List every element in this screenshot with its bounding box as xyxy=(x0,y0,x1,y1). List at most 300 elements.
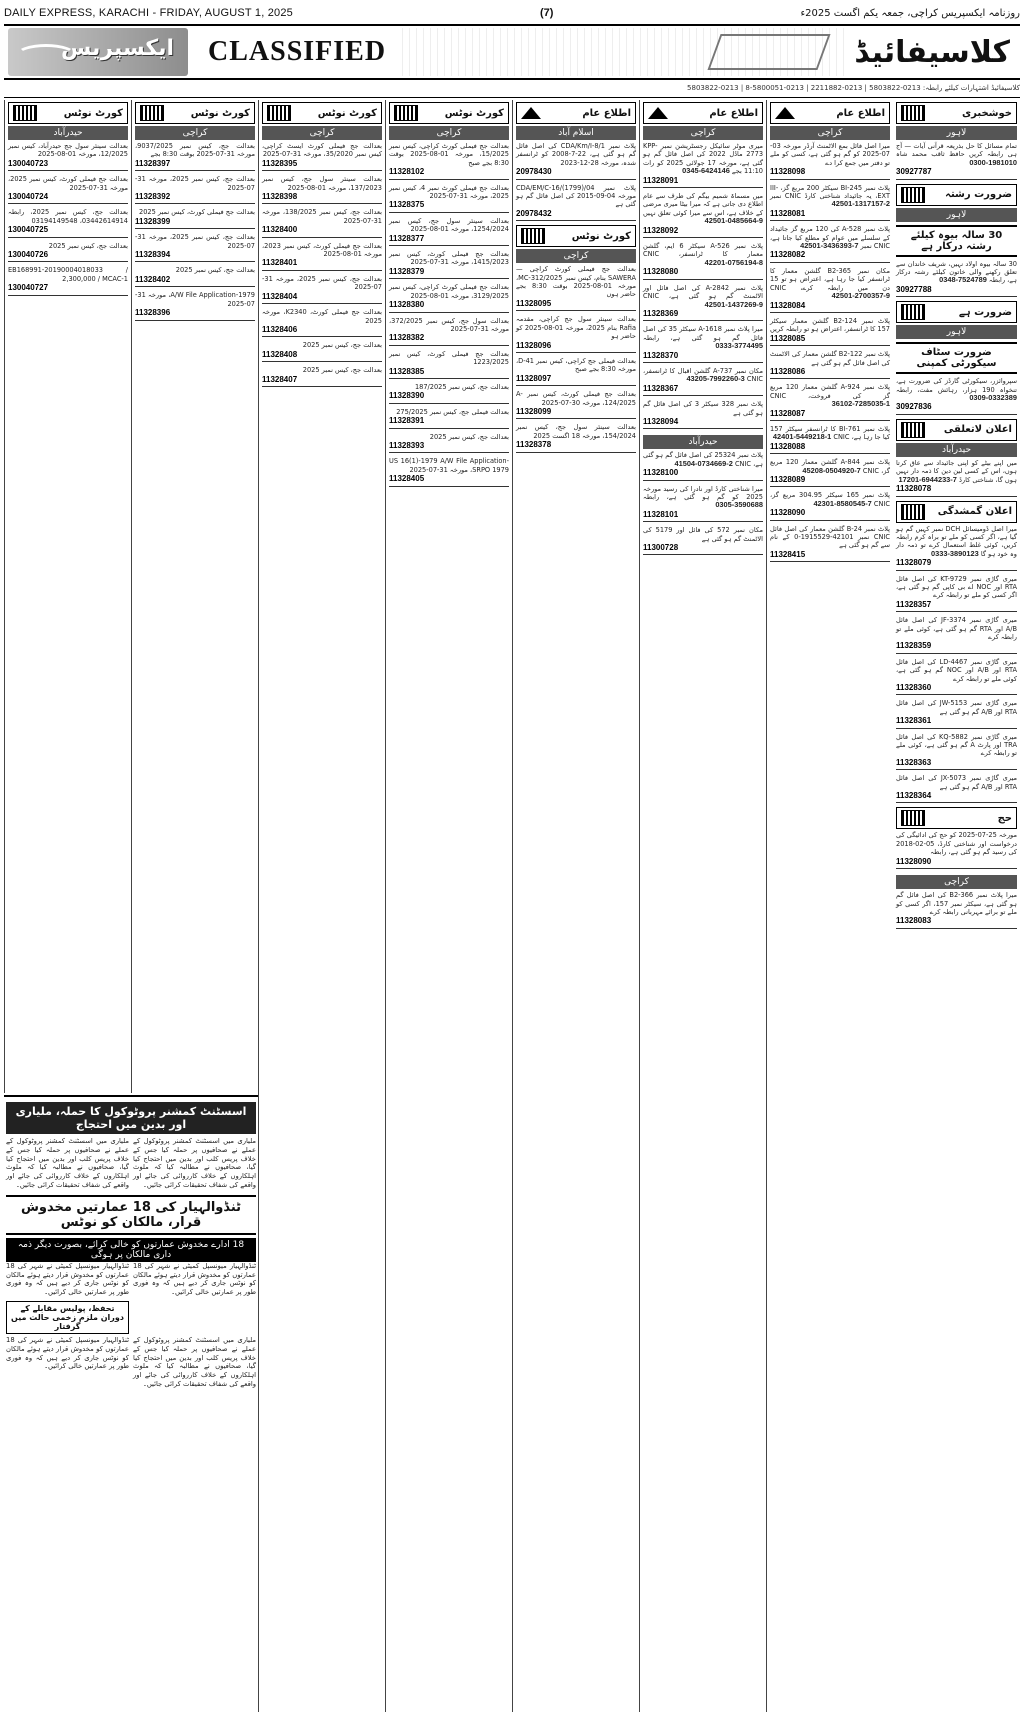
ad-text: پلاٹ نمبر A-2842 کی اصل فائل اور الاٹمنٹ گم ہو گئی ہے، CNIC xyxy=(643,283,763,301)
classified-ad xyxy=(262,366,382,391)
ad-text: بعدالت جج فیملی کورٹ، کیس نمبر 1415/2023، مورخہ 31-07-2025 xyxy=(389,250,509,267)
ad-text: بعدالت سینئر سول جج، کیس نمبر 154/2024، مورخہ 18 اگست 2025 xyxy=(516,423,636,440)
classified-ad xyxy=(8,175,128,208)
section-header-label: اطلاع عام xyxy=(836,107,885,119)
house-icon xyxy=(648,107,668,119)
ad-reference-number: 11328399 xyxy=(135,217,255,229)
classified-column-1 xyxy=(893,100,1020,1712)
ad-text: بعدالت جج، کیس نمبر 9037/2025، مورخہ 31-07-2025 بوقت 8:30 بجے xyxy=(135,142,255,159)
section-header-label: خوشخبری xyxy=(962,107,1012,119)
ad-text: میرا اصل ڈومیسائل DCH نمبر کہیں گم ہو گیا ہے، اگر کسی کو ملے تو براہ کرم رابطہ کریں، کوئی غلط استعمال کرے تو ذمہ دار وہ خود ہو گا xyxy=(896,524,1017,558)
classified-ad xyxy=(643,242,763,284)
ad-reference-number: 11328098 xyxy=(770,167,890,179)
courthouse-icon xyxy=(267,105,291,121)
ad-text: میری گاڑی نمبر JX-5073 کی اصل فائل RTA اور A/B گم ہو گئی ہے xyxy=(896,774,1017,791)
ad-phone: 42501-0485664-9 xyxy=(704,216,763,226)
classified-ad xyxy=(770,142,890,184)
ad-reference-number: 11328080 xyxy=(643,267,763,279)
ad-phone: 42201-0756194-8 xyxy=(704,257,763,267)
masthead-illustration-icon xyxy=(708,34,831,70)
ad-reference-number: 130040725 xyxy=(8,225,128,237)
ad-reference-number: 11328364 xyxy=(896,791,1017,803)
ad-text: بعدالت سینئر سول جج، کیس نمبر 137/2023، مورخہ 01-08-2025 xyxy=(262,175,382,192)
masthead-art xyxy=(396,28,844,76)
classified-ad xyxy=(135,233,255,266)
ad-phone: 45208-0504920-7 xyxy=(802,465,861,475)
ad-reference-number: 11328081 xyxy=(770,209,890,221)
ad-reference-number: 11328379 xyxy=(389,267,509,279)
ad-text: بعدالت فیملی جج کراچی، کیس نمبر D-41، مورخہ 8:30 بجے صبح xyxy=(516,356,636,374)
ad-text: پلاٹ نمبر A-844 گلشن معمار 120 مربع گز، CNIC xyxy=(770,458,890,475)
ad-text: پلاٹ نمبر A-526 سیکٹر 6 ایم، گلشن معمار کا ٹرانسفر، CNIC xyxy=(643,242,763,259)
classified-column-4 xyxy=(512,100,639,1712)
section-header-label: کورٹ نوٹس xyxy=(571,230,631,242)
city-tag: کراچی xyxy=(389,126,509,140)
classified-ad xyxy=(770,267,890,317)
classified-ad xyxy=(389,283,509,316)
house-icon xyxy=(775,107,795,119)
ad-phone: 0309-0332389 xyxy=(969,393,1017,403)
ad-reference-number: 11328398 xyxy=(262,192,382,204)
ad-phone: 0300-1981010 xyxy=(969,157,1017,167)
ad-text: پلاٹ نمبر B-24 گلشن معمار کی اصل فائل CNIC نمبر 42101-1915529-0 کے نام سے گم ہو گئی ہے xyxy=(770,524,890,550)
spread-sub-2: 18 ادارے مخدوش عمارتوں کو خالی کرائے، بصورت دیگر ذمہ داری مالکان پر ہوگی xyxy=(6,1238,256,1262)
ad-reference-number: 11300728 xyxy=(643,543,763,555)
ad-reference-number: 11328360 xyxy=(896,683,1017,695)
courthouse-icon xyxy=(901,810,925,826)
city-tag: لاہور xyxy=(896,126,1017,140)
section-header xyxy=(770,102,890,124)
section-header-label: اعلان گمشدگی xyxy=(937,506,1012,517)
ad-reference-number: 11328084 xyxy=(770,301,890,313)
ad-text: میں مسماۃ شمیم بیگم کی طرف سے عام اطلاع دی جاتی ہے کہ میرا بیٹا میری مرضی کے خلاف ہے، اس سے میرا کوئی تعلق نہیں xyxy=(643,192,763,217)
classified-ad xyxy=(643,485,763,527)
ad-reference-number: 11328397 xyxy=(135,159,255,171)
ad-reference-number: 11328087 xyxy=(770,409,890,421)
ad-text: بعدالت جج، کیس نمبر 2025 xyxy=(48,241,128,250)
ad-reference-number: 11328391 xyxy=(389,416,509,428)
classified-ad xyxy=(643,451,763,484)
spread-body-1-col-b: ملیاری میں اسسٹنٹ کمشنر پروٹوکول کے عملے نے صحافیوں پر حملہ کیا جس کے خلاف پریس کلب اور بدین میں احتجاج کیا گیا، صحافیوں نے مطالبہ کیا کہ ملوث اہلکاروں کے خلاف کارروائی کی جائے اور واقعے کی شفاف تحقیقات کرائی جائیں۔ xyxy=(6,1137,129,1189)
classified-ad xyxy=(389,250,509,283)
classified-ad xyxy=(516,315,636,357)
ad-reference-number: 11328380 xyxy=(389,300,509,312)
ad-text: 30 سالہ بیوہ اولاد نہیں، شریف خاندان سے تعلق رکھنے والی خاتون کیلئے رشتہ درکار ہے، رابطہ xyxy=(896,259,1017,285)
ad-reference-number: 11328086 xyxy=(770,367,890,379)
ad-reference-number: 11328400 xyxy=(262,225,382,237)
ad-reference-number: 11328357 xyxy=(896,600,1017,612)
ad-reference-number: 130040724 xyxy=(8,192,128,204)
section-header xyxy=(135,102,255,124)
ad-reference-number: 11328393 xyxy=(389,441,509,453)
classified-ad xyxy=(896,616,1017,658)
classified-ad xyxy=(643,526,763,559)
ad-text: بعدالت جج فیملی کورٹ کراچی، کیس نمبر 3129/2025، مورخہ 01-08-2025 xyxy=(389,283,509,300)
ad-text: US 16(1)-1979 A/W File Application-SRPO 1979، مورخہ 31-07-2025 xyxy=(389,457,509,474)
classified-ad xyxy=(896,575,1017,617)
ad-text: بعدالت جج فیملی کورٹ کراچی، کیس نمبر 15/2025، مورخہ 01-08-2025 بوقت 8:30 بجے صبح xyxy=(389,142,509,167)
section-header xyxy=(896,807,1017,829)
classified-ad xyxy=(389,317,509,350)
ad-phone: 0333-3890123 xyxy=(931,548,979,558)
ad-reference-number: 11328396 xyxy=(135,308,255,320)
ad-text: بعدالت جج، کیس نمبر 187/2025 xyxy=(414,382,509,391)
classified-ad xyxy=(8,266,128,299)
section-header xyxy=(896,184,1017,206)
city-tag: حیدرآباد xyxy=(643,435,763,449)
classified-ad xyxy=(389,350,509,383)
ad-reference-number: 11328092 xyxy=(643,226,763,238)
classified-ad xyxy=(262,308,382,341)
ad-text: میں اپنے بیٹے کو اپنی جائیداد سے عاق کرتا ہوں، اس کے کسی لین دین کا ذمہ دار نہیں ہوں گا، شناختی کارڈ xyxy=(896,458,1017,484)
ad-phone: 41504-0734669-2 xyxy=(674,458,733,468)
section-header-label: ضرورت رشتہ xyxy=(945,189,1012,201)
classified-ad xyxy=(516,390,636,423)
ad-text: پلاٹ نمبر 328 سیکٹر 3 کی اصل فائل گم ہو گئی ہے xyxy=(643,400,763,417)
ad-reference-number: 11328406 xyxy=(262,325,382,337)
classified-ad xyxy=(770,225,890,267)
ad-reference-number: 20978432 xyxy=(516,209,636,221)
classified-ad xyxy=(389,383,509,408)
ad-text: مکان نمبر B2-365 گلشن معمار کا ٹرانسفر کیا جا رہا ہے، اعتراض ہو تو 15 دن میں رابطہ کرے، CNIC xyxy=(770,266,890,292)
ad-text: بعدالت جج، کیس نمبر 138/2025، مورخہ 31-07-2025 xyxy=(262,208,382,225)
ad-text: تمام مسائل کا حل بذریعہ قرآنی آیات — آج ہی رابطہ کریں حافظ ثاقب محمد شاہ xyxy=(896,142,1017,159)
section-header xyxy=(643,102,763,124)
ad-reference-number: 11328385 xyxy=(389,367,509,379)
classified-ad xyxy=(770,383,890,425)
ad-text: بعدالت جج، کیس نمبر 2025 xyxy=(429,432,509,441)
classified-ad xyxy=(389,184,509,217)
classified-ad xyxy=(389,142,509,184)
ad-reference-number: 11328382 xyxy=(389,333,509,345)
ad-reference-number: 11328095 xyxy=(516,299,636,311)
ad-text: بعدالت جج، کیس نمبر 2025 xyxy=(175,266,255,275)
courthouse-icon xyxy=(901,504,925,520)
classified-ad xyxy=(643,142,763,192)
spread-body-3 xyxy=(6,1336,256,1391)
ad-phone: 17201-6944233-7 xyxy=(898,474,957,484)
classified-ad xyxy=(896,774,1017,807)
ad-phone: 42401-5449218-1 xyxy=(772,432,832,442)
section-header xyxy=(896,301,1017,323)
ad-reference-number: 11328101 xyxy=(643,510,763,522)
ad-text: بعدالت جج فیملی کورٹ ایسٹ کراچی، کیس نمبر 35/2020، مورخہ 31-07-2025 xyxy=(262,142,382,159)
classified-ad xyxy=(896,260,1017,302)
classified-ad xyxy=(770,458,890,491)
ad-phone: 42301-8580545-7 xyxy=(813,498,872,508)
ad-reference-number: 11328088 xyxy=(770,442,890,454)
courthouse-icon xyxy=(521,228,545,244)
ad-reference-number: 11328079 xyxy=(896,558,1017,570)
section-header-label: کورٹ نوٹس xyxy=(63,107,123,119)
ad-reference-number: 11328096 xyxy=(516,341,636,353)
section-header xyxy=(896,419,1017,441)
classified-ad xyxy=(262,142,382,175)
ad-reference-number: 11328094 xyxy=(643,417,763,429)
ad-text: میری گاڑی نمبر LD-4467 کی اصل فائل RTA اور A/B اور NOC گم ہو گئی ہے، کوئی ملے تو رابطہ کرے xyxy=(896,657,1017,683)
classified-ad xyxy=(135,208,255,233)
classified-ad xyxy=(896,525,1017,575)
ad-text: میرا اصل فائل بمع الاٹمنٹ آرڈر مورخہ 03-07-2025 کو گم ہو گئی ہے، کسی کو ملے تو دفتر میں جمع کرا دے xyxy=(770,142,890,167)
classified-title-en: CLASSIFIED xyxy=(208,36,387,67)
ad-reference-number: 11328361 xyxy=(896,716,1017,728)
section-header-label: کورٹ نوٹس xyxy=(317,107,377,119)
ad-text: پلاٹ نمبر CDA/Km/I-8/1 کی اصل فائل گم ہو گئی ہے، 22-7-2008 کو ٹرانسفر شدہ، مورخہ 28-12-2023 xyxy=(516,142,636,167)
ad-text: پلاٹ نمبر CDA/EM/C-16/(1799)/04 مورخہ 04-09-2015 کی اصل فائل گم ہو گئی ہے xyxy=(516,183,636,209)
city-tag: کراچی xyxy=(262,126,382,140)
courthouse-icon xyxy=(901,187,925,203)
page-number: (7) xyxy=(540,7,554,19)
classified-column-7 xyxy=(131,100,258,1093)
section-header-label: ضرورت ہے xyxy=(958,306,1012,318)
ad-text: مکان نمبر A-737 گلشن اقبال کا ٹرانسفر، CNIC xyxy=(643,366,764,384)
ad-reference-number: 11328100 xyxy=(643,468,763,480)
ad-reference-number: 11328367 xyxy=(643,384,763,396)
ad-text: مورخہ 25-07-2025 کو حج کی ادائیگی کی درخواست اور شناختی کارڈ، 05-02-2018 کی رسید گم ہو گئی ہے، رابطہ xyxy=(896,831,1017,857)
ad-reference-number: 30927788 xyxy=(896,285,1017,297)
city-tag: اسلام آباد xyxy=(516,126,636,140)
ad-reference-number: 11328083 xyxy=(896,916,1017,928)
ad-text: A/W File Application-1979، مورخہ 31-07-2025 xyxy=(135,291,255,308)
classified-ad xyxy=(896,699,1017,732)
courthouse-icon xyxy=(13,105,37,121)
classified-column-3 xyxy=(639,100,766,1712)
ad-text: بعدالت جج، کیس نمبر 2025، مورخہ 31-07-2025 xyxy=(135,233,255,250)
ad-reference-number: 11328375 xyxy=(389,200,509,212)
classified-ad xyxy=(643,367,763,400)
section-header xyxy=(896,102,1017,124)
section-header-label: حج xyxy=(997,812,1012,824)
classified-ad xyxy=(770,317,890,350)
city-tag: لاہور xyxy=(896,325,1017,339)
classified-column-8 xyxy=(4,100,131,1093)
classified-ad xyxy=(643,400,763,433)
ad-reference-number: 11328402 xyxy=(135,275,255,287)
classified-ad xyxy=(516,423,636,456)
ad-reference-number: 11328370 xyxy=(643,351,763,363)
classified-ad xyxy=(262,341,382,366)
ad-phone: 36102-7285035-1 xyxy=(831,399,890,409)
ad-phone: 0345-6424146 xyxy=(682,166,730,176)
ad-reference-number: 11328369 xyxy=(643,309,763,321)
ad-phone: 0305-3590688 xyxy=(715,500,763,510)
classified-ad xyxy=(896,459,1017,501)
ad-text: بعدالت جج، کیس نمبر 2025 xyxy=(302,341,382,350)
classified-ad xyxy=(8,242,128,267)
classified-ad xyxy=(135,175,255,208)
ad-text: پلاٹ نمبر BI-245 سیکٹر 200 مربع گز، III-EXT، یہ جائیداد شناختی کارڈ CNIC نمبر xyxy=(770,183,890,201)
ad-reference-number: 11328099 xyxy=(516,407,636,419)
classified-ad xyxy=(770,525,890,567)
section-header xyxy=(8,102,128,124)
section-header-label: اعلان لاتعلقی xyxy=(943,424,1012,436)
ad-text: میری موٹر سائیکل رجسٹریشن نمبر KPP-2773 ماڈل 2022 کی اصل فائل گم ہو گئی ہے، مورخہ 17 جولائی 2025 کو رات 11:10 بجے xyxy=(643,142,764,176)
section-header xyxy=(516,225,636,247)
city-tag: حیدرآباد xyxy=(896,443,1017,457)
ad-text: بعدالت جج فیملی کورٹ نمبر 4، کیس نمبر 2025، مورخہ 31-07-2025 xyxy=(389,183,509,201)
ad-reference-number: 30927836 xyxy=(896,402,1017,414)
section-header xyxy=(896,501,1017,523)
ad-reference-number: 11328097 xyxy=(516,374,636,386)
classified-ad xyxy=(262,175,382,208)
ad-text: پلاٹ نمبر B2-124 گلشن معمار سیکٹر 157 کا ٹرانسفر، اعتراض ہو تو رابطہ کریں xyxy=(769,316,890,334)
classified-ad xyxy=(896,831,1017,873)
ad-text: بعدالت جج فیملی کورٹ، کیس نمبر A-124/2025، مورخہ 30-07-2025 xyxy=(516,390,636,407)
spread-body-2-col: ٹنڈوالہیار میونسپل کمیٹی نے شہر کی 18 عمارتوں کو مخدوش قرار دیتے ہوئے مالکان کو نوٹس جاری کر دیے ہیں کہ وہ فوری طور پر عمارتیں خالی کرائیں۔ xyxy=(133,1261,256,1297)
ad-text: پلاٹ نمبر 165 سیکٹر 304.95 مربع گز، CNIC xyxy=(770,491,890,508)
spread-body-2 xyxy=(6,1262,256,1336)
classified-ad xyxy=(516,184,636,226)
classified-ad xyxy=(8,208,128,241)
ad-text: سپروائزر، سیکورٹی گارڈز کی ضرورت ہے، تنخواہ 190 ہزار، رہائش مفت، رابطہ xyxy=(896,377,1017,394)
ad-text: میرا شناختی کارڈ اور نادرا کی رسید مورخہ 2025 کو گم ہو گئی ہے، رابطہ xyxy=(643,484,763,501)
ad-text: بعدالت جج، کیس نمبر 2025 xyxy=(302,366,382,375)
ad-text: بعدالت سینئر سول جج، کیس نمبر 1254/2024، مورخہ 01-08-2025 xyxy=(389,216,509,234)
section-header-label: اطلاع عام xyxy=(709,107,758,119)
city-tag: کراچی xyxy=(770,126,890,140)
classified-ad xyxy=(643,284,763,326)
spread-box-note: تحفظ، پولیس مقابلے کے دوران ملزم زخمی حالت میں گرفتار xyxy=(6,1301,129,1334)
city-tag: کراچی xyxy=(135,126,255,140)
ad-reference-number: 11328378 xyxy=(516,440,636,452)
ad-reference-number: 11328415 xyxy=(770,550,890,562)
ad-phone: 0348-7524789 xyxy=(939,275,987,285)
ad-text: بعدالت جج فیملی کورٹ، K2340، مورخہ 2025 xyxy=(262,308,382,325)
logo-text: ایکسپریس xyxy=(60,36,174,61)
ad-reference-number: 11328405 xyxy=(389,474,509,486)
ad-phone: 42501-2700357-9 xyxy=(831,291,890,301)
classified-ad xyxy=(389,433,509,458)
section-header-label: کورٹ نوٹس xyxy=(444,107,504,119)
classified-ad xyxy=(135,142,255,175)
classified-ad xyxy=(896,733,1017,775)
classified-title-ur: کلاسیفائیڈ xyxy=(854,34,1010,70)
ad-text: میرا پلاٹ نمبر B2-366 کی اصل فائل گم ہو گئی ہے، سیکٹر نمبر 157، اگر کسی کو ملے تو برائے مہربانی رابطہ کرے xyxy=(896,891,1018,916)
ad-text: مکان نمبر 572 کی فائل اور 5179 کی الاٹمنٹ گم ہو گئی ہے xyxy=(643,526,764,543)
city-tag: لاہور xyxy=(896,208,1017,222)
classified-ad xyxy=(516,142,636,184)
news-spread xyxy=(4,1095,258,1700)
classified-ad xyxy=(135,266,255,291)
ad-reference-number: 11328408 xyxy=(262,350,382,362)
classified-ad xyxy=(135,291,255,324)
section-header xyxy=(389,102,509,124)
classified-ad xyxy=(643,325,763,367)
classified-ad xyxy=(896,142,1017,184)
ad-text: بعدالت سینئر سول جج کراچی، مقدمہ Rafia بنام 2025، مورخہ 01-08-2025 کو حاضر ہو xyxy=(516,315,636,341)
express-logo xyxy=(8,28,188,76)
classified-column-5 xyxy=(385,100,512,1712)
classified-ad xyxy=(896,377,1017,419)
courthouse-icon xyxy=(140,105,164,121)
top-line xyxy=(4,4,1020,22)
courthouse-icon xyxy=(901,422,925,438)
ad-reference-number: 11328390 xyxy=(389,391,509,403)
classified-ad xyxy=(389,408,509,433)
spread-body-1-col: ملیاری میں اسسٹنٹ کمشنر پروٹوکول کے عملے نے صحافیوں پر حملہ کیا جس کے خلاف پریس کلب اور بدین میں احتجاج کیا گیا، صحافیوں نے مطالبہ کیا کہ ملوث اہلکاروں کے خلاف کارروائی کی جائے اور واقعے کی شفاف تحقیقات کرائی جائیں۔ xyxy=(133,1137,256,1189)
classified-ad xyxy=(770,491,890,524)
spread-headline-1: اسسٹنٹ کمشنر پروٹوکول کا حملہ، ملیاری اور بدین میں احتجاج xyxy=(6,1102,256,1134)
masthead xyxy=(4,24,1020,80)
courthouse-icon xyxy=(901,304,925,320)
ad-text: بعدالت فیملی جج، کیس نمبر 275/2025 xyxy=(396,407,509,416)
ad-reference-number: 11328394 xyxy=(135,250,255,262)
spread-headline-2: ٹنڈوالہیار کی 18 عمارتیں مخدوش قرار، مالکان کو نوٹس xyxy=(6,1195,256,1235)
ad-reference-number: 11328082 xyxy=(770,250,890,262)
classified-ad xyxy=(262,208,382,241)
ad-text: بعدالت جج فیملی کورٹ، کیس نمبر 1223/2025 xyxy=(389,349,509,367)
ad-text: پلاٹ نمبر A-528 کی 120 مربع گز جائیداد کے سلسلے میں عوام کو مطلع کیا جاتا ہے، CNIC نمبر xyxy=(770,225,890,251)
ad-reference-number: 130040723 xyxy=(8,159,128,171)
city-tag: حیدرآباد xyxy=(8,126,128,140)
ad-reference-number: 30927787 xyxy=(896,167,1017,179)
spread-body-1 xyxy=(6,1137,256,1192)
ad-text: میری گاڑی نمبر JF-3374 کی اصل فائل A/B اور RTA گم ہو گئی ہے، کوئی ملے تو رابطہ کرے xyxy=(896,616,1017,641)
ad-text: میری گاڑی نمبر KQ-5882 کی اصل فائل TRA اور پارٹ A گم ہو گئی ہے، کوئی ملے تو رابطہ کرے xyxy=(896,732,1018,758)
ad-reference-number: 11328392 xyxy=(135,192,255,204)
ad-reference-number: 11328363 xyxy=(896,758,1017,770)
ad-reference-number: 11328404 xyxy=(262,292,382,304)
classified-ad xyxy=(896,658,1017,700)
classified-ad xyxy=(770,350,890,383)
classified-column-2 xyxy=(766,100,893,1712)
ad-text: میری گاڑی نمبر KT-9729 کی اصل فائل RTA اور NOC اے بی کاپی گم ہو گئی ہے، اگر کسی کو ملے تو رابطہ کرے xyxy=(896,574,1017,600)
spread-body-2-col-b: ٹنڈوالہیار میونسپل کمیٹی نے شہر کی 18 عمارتوں کو مخدوش قرار دیتے ہوئے مالکان کو نوٹس جاری کر دیے ہیں کہ وہ فوری طور پر عمارتیں خالی کرائیں۔ xyxy=(6,1261,129,1297)
ad-reference-number: 130040726 xyxy=(8,250,128,262)
ad-text: پلاٹ نمبر B2-122 گلشن معمار کی الاٹمنٹ کی اصل فائل گم ہو گئی ہے xyxy=(770,350,890,367)
ad-headline: 30 سالہ بیوہ کیلئے رشتہ درکار ہے xyxy=(896,225,1017,257)
ad-text: بعدالت سینئر سول جج حیدرآباد، کیس نمبر 12/2025، مورخہ 01-08-2025 xyxy=(8,142,128,159)
courthouse-icon xyxy=(394,105,418,121)
house-icon xyxy=(521,107,541,119)
classified-ad xyxy=(262,275,382,308)
classified-ad xyxy=(770,425,890,458)
ad-phone: 0333-3774495 xyxy=(715,341,763,351)
ad-reference-number: 11328090 xyxy=(896,857,1017,869)
ad-text: بعدالت جج فیملی کورٹ، کیس نمبر 2023، مورخہ 01-08-2025 xyxy=(262,241,382,259)
classified-ad xyxy=(896,891,1017,933)
ad-phone: 42501-1437269-9 xyxy=(704,299,763,309)
ad-text: پلاٹ نمبر BI-761 کا ٹرانسفر سیکٹر 157 کیا جا رہا ہے، CNIC xyxy=(770,424,890,442)
classified-ad xyxy=(262,242,382,275)
ad-text: بعدالت جج، کیس نمبر 2025، مورخہ 31-07-2025 xyxy=(135,175,255,192)
section-header-label: اطلاع عام xyxy=(582,107,631,119)
ad-reference-number: 11328395 xyxy=(262,159,382,171)
classified-ad xyxy=(770,184,890,226)
ad-reference-number: 11328078 xyxy=(896,484,1017,496)
classified-ad xyxy=(8,142,128,175)
spread-body-3-col-b: ٹنڈوالہیار میونسپل کمیٹی نے شہر کی 18 عمارتوں کو مخدوش قرار دیتے ہوئے مالکان کو نوٹس جاری کر دیے ہیں کہ وہ فوری طور پر عمارتیں خالی کرائیں۔ xyxy=(6,1335,129,1371)
ad-text: بعدالت جج، کیس نمبر 2025، رابطہ 03442614914، 03194149548 xyxy=(8,208,128,225)
ad-reference-number: 11328089 xyxy=(770,475,890,487)
ad-text: بعدالت سول جج، کیس نمبر 372/2025، مورخہ 31-07-2025 xyxy=(389,316,509,333)
ad-text: پلاٹ نمبر 25324 کی اصل فائل گم ہو گئی ہے، CNIC xyxy=(643,451,763,468)
contact-strip: کلاسیفائیڈ اشتہارات کیلئے رابطہ: 0213-5803822 | 0213-2211882 | 0213-5800051-8 | 0213-5803822 xyxy=(4,84,1020,98)
ad-headline: ضرورت سٹاف سیکورٹی کمپنی xyxy=(896,342,1017,374)
city-tag: کراچی xyxy=(896,875,1017,889)
ad-text: پلاٹ نمبر A-924 گلشن معمار 120 مربع گز کی فروخت، CNIC xyxy=(770,383,890,400)
classified-ad xyxy=(389,457,509,490)
ad-text: بعدالت جج فیملی کورٹ کراچی — SAWERA بنام، کیس نمبر MC-312/2025، مورخہ 01-08-2025 بوقت 8:30 بجے حاضر ہوں xyxy=(516,265,636,299)
courthouse-icon xyxy=(901,105,925,121)
section-header xyxy=(516,102,636,124)
ad-text: میرا پلاٹ نمبر A-1618 سیکٹر 35 کی اصل فائل گم ہو گئی ہے، رابطہ xyxy=(643,325,763,342)
city-tag: کراچی xyxy=(516,249,636,263)
ad-text: EB168991-20190004018033 / 2,300,000 / MCAC-1 xyxy=(8,266,128,283)
ad-reference-number: 11328407 xyxy=(262,375,382,387)
ad-reference-number: 11328085 xyxy=(770,334,890,346)
ad-phone: 42501-1317157-2 xyxy=(831,199,890,209)
